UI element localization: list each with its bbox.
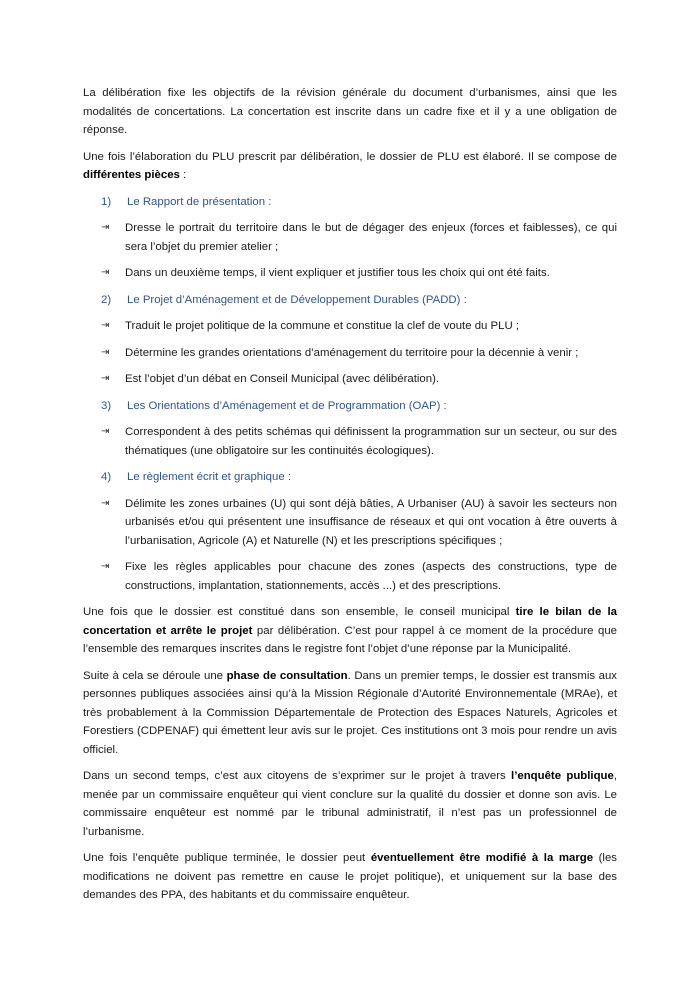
bullet-item	[83, 219, 617, 256]
text-run: (les modifications ne doivent pas remettre en cause le projet politique), et uniquement sur la base des demandes des PPA, des habitants et du commissaire enquêteur.	[83, 852, 617, 901]
arrow-to-bar-icon: ⇥	[101, 426, 110, 437]
body-paragraph	[83, 667, 617, 760]
bullet-text: Dresse le portrait du territoire dans le but de dégager des enjeux (forces et faiblesses), ce qui sera l’objet du premier atelier ;	[125, 222, 617, 253]
body-paragraph	[83, 849, 617, 905]
arrow-to-bar-icon: ⇥	[101, 373, 110, 384]
text-run: La délibération fixe les objectifs de la révision générale du document d’urbanismes, ainsi que les modalités de concertations. La concertation est inscrite dans un cadre fixe et il y a une obligation de réponse.	[83, 87, 617, 136]
arrow-to-bar-icon: ⇥	[101, 561, 110, 572]
intro-paragraph	[83, 148, 617, 185]
bold-text: éventuellement être modifié à la marge	[370, 852, 594, 864]
body-paragraph	[83, 767, 617, 841]
text-run: . Dans un premier temps, le dossier est transmis aux personnes publiques associées ainsi qu’à la Mission Régionale d’Autorité Environnementale (MRAe), et très probablement à la Commission Départementale de Protection des Espaces Naturels, Agricoles et Forestiers (CDPENAF) qui émettent leur avis sur le projet. Ces institutions ont 3 mois pour rendre un avis officiel.	[83, 669, 618, 756]
intro-paragraphs	[83, 84, 617, 185]
arrow-to-bar-icon: ⇥	[101, 497, 110, 509]
section-title: Le Projet d’Aménagement et de Développement Durables (PADD) :	[127, 293, 467, 306]
bullet-text: Détermine les grandes orientations d’aménagement du territoire pour la décennie à venir ;	[125, 346, 579, 359]
arrow-to-bar-icon: ⇥	[101, 346, 110, 358]
bold-text: différentes pièces	[83, 169, 180, 181]
bullet-item	[83, 558, 617, 595]
text-run: Une fois que le dossier est constitué dans son ensemble, le conseil municipal	[83, 606, 516, 618]
text-run: Une fois l’élaboration du PLU prescrit par délibération, le dossier de PLU est élaboré. Il se compose de	[83, 150, 617, 163]
text-run: :	[179, 169, 187, 181]
bullet-item	[83, 495, 617, 551]
section-number: 3)	[101, 399, 112, 412]
text-run: Dans un second temps, c’est aux citoyens de s’exprimer sur le projet à travers	[83, 770, 512, 782]
bold-text: l’enquête publique	[511, 770, 614, 782]
section-heading	[83, 291, 617, 310]
section-heading	[83, 468, 617, 487]
arrow-to-bar-icon: ⇥	[101, 267, 110, 278]
arrow-to-bar-icon: ⇥	[101, 320, 110, 331]
bullet-text: Correspondent à des petits schémas qui définissent la programmation sur un secteur, ou sur des thématiques (une obligatoire sur les continuités écologiques).	[125, 426, 617, 457]
intro-paragraph	[83, 84, 617, 140]
bullet-item	[83, 317, 617, 336]
bullet-item	[83, 344, 617, 363]
section-title: Les Orientations d’Aménagement et de Programmation (OAP) :	[127, 399, 447, 412]
bullet-text: Délimite les zones urbaines (U) qui sont déjà bâties, A Urbaniser (AU) à savoir les secteurs non urbanisés et/ou qui présentent une insuffisance de réseaux et qui ont vocation à être ouverts à l’urbanisation, Agricole (A) et Naturelle (N) et les prescriptions spécifiques ;	[125, 497, 617, 547]
bold-text: phase de consultation	[226, 669, 348, 682]
section-number: 2)	[101, 293, 112, 306]
bullet-item	[83, 264, 617, 283]
document-page	[83, 84, 617, 913]
section-number: 1)	[101, 195, 112, 208]
section-title: Le règlement écrit et graphique :	[127, 471, 291, 483]
section-title: Le Rapport de présentation :	[127, 195, 272, 208]
outro-paragraphs	[83, 603, 617, 905]
section-number: 4)	[101, 471, 112, 483]
text-run: Une fois l’enquête publique terminée, le dossier peut	[83, 852, 371, 864]
document-sections	[83, 193, 617, 596]
bullet-text: Fixe les règles applicables pour chacune des zones (aspects des constructions, type de constructions, implantation, stationnements, accès ...) et des prescriptions.	[125, 561, 617, 592]
bold-text: tire le bilan de la concertation et arrête le projet	[83, 606, 617, 637]
text-run: par délibération. C’est pour rappel à ce moment de la procédure que l’ensemble des remarques inscrites dans le registre font l’objet d’une réponse par la Municipalité.	[83, 624, 617, 655]
bullet-text: Dans un deuxième temps, il vient expliquer et justifier tous les choix qui ont été faits.	[125, 267, 550, 279]
text-run: Suite à cela se déroule une	[83, 669, 227, 682]
section-heading	[83, 193, 617, 212]
bullet-text: Traduit le projet politique de la commune et constitue la clef de voute du PLU ;	[125, 320, 520, 332]
bullet-item	[83, 423, 617, 460]
arrow-to-bar-icon: ⇥	[101, 222, 110, 233]
section-heading	[83, 397, 617, 416]
body-paragraph	[83, 603, 617, 659]
bullet-text: Est l’objet d’un débat en Conseil Municipal (avec délibération).	[125, 373, 440, 385]
text-run: , menée par un commissaire enquêteur qui vient conclure sur la qualité du dossier et donne son avis. Le commissaire enquêteur est nommé par le tribunal administratif, il n’est pas un professionnel de l’urbanisme.	[83, 770, 617, 838]
bullet-item	[83, 370, 617, 389]
